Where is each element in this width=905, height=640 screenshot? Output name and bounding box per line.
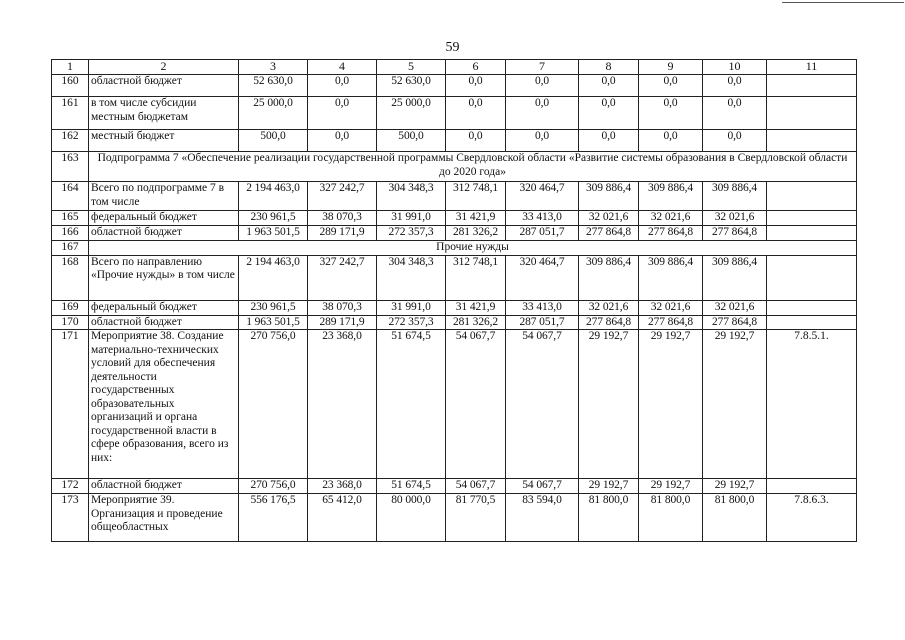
- value-cell: 0,0: [308, 130, 377, 152]
- value-cell: 309 886,4: [639, 255, 703, 300]
- value-cell: 52 630,0: [377, 75, 446, 97]
- value-cell: 2 194 463,0: [239, 182, 308, 211]
- value-cell: 289 171,9: [308, 226, 377, 241]
- value-cell: 500,0: [377, 130, 446, 152]
- value-cell: 65 412,0: [308, 494, 377, 542]
- header-cell: 11: [767, 60, 857, 75]
- value-cell: 281 326,2: [446, 226, 506, 241]
- value-cell: 32 021,6: [703, 211, 767, 226]
- target-code: [767, 97, 857, 130]
- table-row: [52, 97, 857, 130]
- value-cell: 54 067,7: [506, 330, 579, 479]
- table-row: [52, 315, 857, 330]
- value-cell: 0,0: [639, 75, 703, 97]
- budget-table: [51, 59, 857, 542]
- row-name: Мероприятие 38. Создание материально-технических условий для обеспечения деятельности государственных образовательных организаций и органа государственной власти в сфере образования, всего из них:: [89, 330, 239, 479]
- value-cell: 83 594,0: [506, 494, 579, 542]
- row-number: 170: [52, 315, 89, 330]
- value-cell: 54 067,7: [446, 330, 506, 479]
- section-title: Подпрограмма 7 «Обеспечение реализации государственной программы Свердловской области «Развитие системы образования в Свердловской области до 2020 года»: [89, 152, 857, 182]
- row-name: федеральный бюджет: [89, 300, 239, 315]
- value-cell: 0,0: [308, 97, 377, 130]
- value-cell: 51 674,5: [377, 479, 446, 494]
- table-row: [52, 211, 857, 226]
- value-cell: 0,0: [446, 130, 506, 152]
- value-cell: 272 357,3: [377, 315, 446, 330]
- value-cell: 0,0: [506, 75, 579, 97]
- value-cell: 277 864,8: [703, 315, 767, 330]
- table-row: [52, 75, 857, 97]
- value-cell: 29 192,7: [639, 330, 703, 479]
- value-cell: 287 051,7: [506, 315, 579, 330]
- header-cell: 6: [446, 60, 506, 75]
- header-cell: 7: [506, 60, 579, 75]
- value-cell: 272 357,3: [377, 226, 446, 241]
- value-cell: 270 756,0: [239, 479, 308, 494]
- row-number: 163: [52, 152, 89, 182]
- table-row: [52, 494, 857, 542]
- target-code: [767, 130, 857, 152]
- value-cell: 270 756,0: [239, 330, 308, 479]
- value-cell: 31 421,9: [446, 300, 506, 315]
- value-cell: 81 800,0: [639, 494, 703, 542]
- value-cell: 2 194 463,0: [239, 255, 308, 300]
- section-title: Прочие нужды: [89, 241, 857, 256]
- corner-rule: [782, 2, 904, 3]
- section-row: [52, 152, 857, 182]
- value-cell: 1 963 501,5: [239, 226, 308, 241]
- value-cell: 25 000,0: [239, 97, 308, 130]
- row-name: федеральный бюджет: [89, 211, 239, 226]
- value-cell: 23 368,0: [308, 479, 377, 494]
- target-code: [767, 211, 857, 226]
- row-number: 173: [52, 494, 89, 542]
- target-code: [767, 479, 857, 494]
- value-cell: 320 464,7: [506, 255, 579, 300]
- value-cell: 29 192,7: [579, 330, 639, 479]
- row-number: 171: [52, 330, 89, 479]
- value-cell: 0,0: [446, 97, 506, 130]
- row-name: Всего по направлению «Прочие нужды» в том числе: [89, 255, 239, 300]
- value-cell: 0,0: [579, 75, 639, 97]
- row-number: 164: [52, 182, 89, 211]
- header-cell: 3: [239, 60, 308, 75]
- value-cell: 54 067,7: [446, 479, 506, 494]
- section-row: [52, 241, 857, 256]
- value-cell: 31 991,0: [377, 211, 446, 226]
- table-row: [52, 479, 857, 494]
- value-cell: 81 800,0: [703, 494, 767, 542]
- value-cell: 52 630,0: [239, 75, 308, 97]
- value-cell: 320 464,7: [506, 182, 579, 211]
- value-cell: 32 021,6: [579, 211, 639, 226]
- value-cell: 23 368,0: [308, 330, 377, 479]
- page-number: 59: [445, 40, 460, 55]
- value-cell: 277 864,8: [703, 226, 767, 241]
- value-cell: 0,0: [506, 130, 579, 152]
- value-cell: 327 242,7: [308, 182, 377, 211]
- header-cell: 9: [639, 60, 703, 75]
- value-cell: 32 021,6: [639, 300, 703, 315]
- value-cell: 81 800,0: [579, 494, 639, 542]
- value-cell: 289 171,9: [308, 315, 377, 330]
- target-code: [767, 182, 857, 211]
- value-cell: 51 674,5: [377, 330, 446, 479]
- value-cell: 31 991,0: [377, 300, 446, 315]
- value-cell: 80 000,0: [377, 494, 446, 542]
- header-cell: 2: [89, 60, 239, 75]
- row-number: 166: [52, 226, 89, 241]
- value-cell: 312 748,1: [446, 182, 506, 211]
- value-cell: 32 021,6: [639, 211, 703, 226]
- row-number: 168: [52, 255, 89, 300]
- value-cell: 54 067,7: [506, 479, 579, 494]
- value-cell: 304 348,3: [377, 255, 446, 300]
- row-name: Мероприятие 39. Организация и проведение общеобластных: [89, 494, 239, 542]
- row-name: областной бюджет: [89, 226, 239, 241]
- value-cell: 0,0: [446, 75, 506, 97]
- row-number: 169: [52, 300, 89, 315]
- value-cell: 327 242,7: [308, 255, 377, 300]
- table-row: [52, 182, 857, 211]
- target-code: [767, 315, 857, 330]
- value-cell: 0,0: [639, 97, 703, 130]
- row-number: 162: [52, 130, 89, 152]
- value-cell: 0,0: [703, 75, 767, 97]
- value-cell: 309 886,4: [703, 255, 767, 300]
- target-code: [767, 300, 857, 315]
- value-cell: 25 000,0: [377, 97, 446, 130]
- value-cell: 312 748,1: [446, 255, 506, 300]
- header-row: [52, 60, 857, 75]
- row-name: областной бюджет: [89, 75, 239, 97]
- value-cell: 500,0: [239, 130, 308, 152]
- value-cell: 277 864,8: [639, 315, 703, 330]
- value-cell: 0,0: [506, 97, 579, 130]
- target-code: [767, 75, 857, 97]
- value-cell: 304 348,3: [377, 182, 446, 211]
- table-row: [52, 300, 857, 315]
- value-cell: 29 192,7: [703, 479, 767, 494]
- value-cell: 556 176,5: [239, 494, 308, 542]
- row-number: 172: [52, 479, 89, 494]
- value-cell: 38 070,3: [308, 300, 377, 315]
- value-cell: 32 021,6: [703, 300, 767, 315]
- value-cell: 32 021,6: [579, 300, 639, 315]
- row-name: местный бюджет: [89, 130, 239, 152]
- value-cell: 309 886,4: [579, 255, 639, 300]
- value-cell: 29 192,7: [639, 479, 703, 494]
- target-code: [767, 226, 857, 241]
- row-number: 161: [52, 97, 89, 130]
- value-cell: 0,0: [703, 130, 767, 152]
- value-cell: 29 192,7: [579, 479, 639, 494]
- value-cell: 309 886,4: [703, 182, 767, 211]
- value-cell: 33 413,0: [506, 211, 579, 226]
- table-row: [52, 330, 857, 479]
- table-row: [52, 226, 857, 241]
- row-number: 167: [52, 241, 89, 256]
- value-cell: 38 070,3: [308, 211, 377, 226]
- value-cell: 281 326,2: [446, 315, 506, 330]
- row-name: Всего по подпрограмме 7 в том числе: [89, 182, 239, 211]
- row-name: в том числе субсидии местным бюджетам: [89, 97, 239, 130]
- value-cell: 0,0: [639, 130, 703, 152]
- value-cell: 277 864,8: [639, 226, 703, 241]
- value-cell: 287 051,7: [506, 226, 579, 241]
- value-cell: 277 864,8: [579, 315, 639, 330]
- header-cell: 8: [579, 60, 639, 75]
- value-cell: 31 421,9: [446, 211, 506, 226]
- row-name: областной бюджет: [89, 479, 239, 494]
- value-cell: 0,0: [703, 97, 767, 130]
- row-number: 160: [52, 75, 89, 97]
- value-cell: 309 886,4: [639, 182, 703, 211]
- table-row: [52, 130, 857, 152]
- value-cell: 0,0: [579, 130, 639, 152]
- value-cell: 29 192,7: [703, 330, 767, 479]
- value-cell: 81 770,5: [446, 494, 506, 542]
- value-cell: 230 961,5: [239, 300, 308, 315]
- header-cell: 10: [703, 60, 767, 75]
- target-code: 7.8.6.3.: [767, 494, 857, 542]
- value-cell: 0,0: [579, 97, 639, 130]
- value-cell: 1 963 501,5: [239, 315, 308, 330]
- target-code: [767, 255, 857, 300]
- header-cell: 1: [52, 60, 89, 75]
- value-cell: 230 961,5: [239, 211, 308, 226]
- header-cell: 4: [308, 60, 377, 75]
- row-name: областной бюджет: [89, 315, 239, 330]
- value-cell: 277 864,8: [579, 226, 639, 241]
- value-cell: 309 886,4: [579, 182, 639, 211]
- target-code: 7.8.5.1.: [767, 330, 857, 479]
- table-row: [52, 255, 857, 300]
- row-number: 165: [52, 211, 89, 226]
- value-cell: 0,0: [308, 75, 377, 97]
- header-cell: 5: [377, 60, 446, 75]
- value-cell: 33 413,0: [506, 300, 579, 315]
